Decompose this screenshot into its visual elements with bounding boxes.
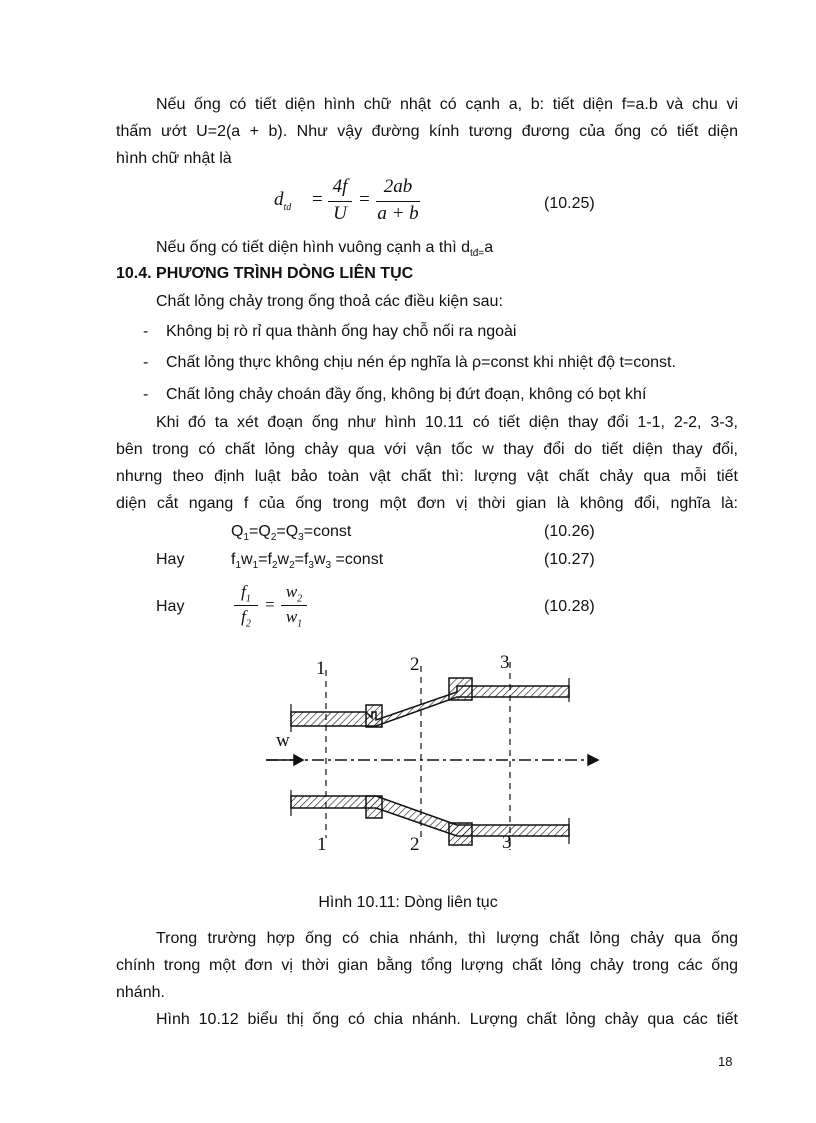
frac1-denominator: U <box>333 203 347 224</box>
paragraph-line: nhưng theo định luật bảo toàn vật chất thì: lượng vật chất chảy qua mỗi tiết <box>116 468 738 485</box>
section-label-bottom-1: 1 <box>317 834 327 855</box>
equation-10-27-text: $f_1w_1=f_2w_2=f_3w_3$ =const <box>231 551 384 572</box>
paragraph-line: hình chữ nhật là <box>116 150 232 167</box>
section-label-top-1: 1 <box>316 658 326 679</box>
list-dash: - <box>143 354 149 371</box>
section-label-top-2: 2 <box>410 654 420 675</box>
fraction-bar <box>281 605 307 606</box>
figure-caption: Hình 10.11: Dòng liên tục <box>318 894 498 911</box>
list-item: Chất lỏng thực không chịu nén ép nghĩa là ρ=const khi nhiệt độ t=const. <box>166 354 676 371</box>
paragraph-line: Nếu ống có tiết diện hình chữ nhật có cạnh a, b: tiết diện f=a.b và chu vi <box>156 96 738 113</box>
paragraph-line: nhánh. <box>116 984 165 1001</box>
equation-prefix: Hay <box>156 598 185 615</box>
frac-num-w2: $w_2$ <box>285 582 303 605</box>
fraction-bar <box>234 605 258 606</box>
pipe-continuity-figure <box>0 640 816 880</box>
list-dash: - <box>143 323 149 340</box>
paragraph-line: chính trong một đơn vị thời gian bằng tổng lượng chất lỏng chảy trong các ống <box>116 957 738 974</box>
frac-den-f2: $f_2$ <box>241 607 251 630</box>
paragraph-line: Trong trường hợp ống có chia nhánh, thì lượng chất lỏng chảy qua ống <box>156 930 738 947</box>
pipe-lower-wall <box>291 796 569 845</box>
eq-lhs: d <box>274 189 284 210</box>
paragraph-line: diện cắt ngang f của ống trong một đơn vị thời gian là không đổi, nghĩa là: <box>116 495 738 512</box>
eq-equals: = <box>265 595 275 614</box>
equation-number: (10.28) <box>544 598 595 615</box>
list-item: Không bị rò rỉ qua thành ống hay chỗ nối ra ngoài <box>166 323 517 340</box>
paragraph-line: thấm ướt U=2(a + b). Như vậy đường kính tương đương của ống có tiết diện <box>116 123 738 140</box>
frac-num-f1: $f_1$ <box>241 582 251 605</box>
section-label-bottom-2: 2 <box>410 834 420 855</box>
square-section-note: Nếu ống có tiết diện hình vuông cạnh a thì $d_{tđ=}a$ <box>156 239 494 260</box>
equation-number: (10.27) <box>544 551 595 568</box>
eq-equals: = <box>359 189 370 210</box>
section-label-top-3: 3 <box>500 652 510 673</box>
paragraph-line: bên trong có chất lỏng chảy qua với vận tốc w thay đổi do tiết diện thay đổi, <box>116 441 738 458</box>
fraction-bar <box>328 201 352 202</box>
flow-velocity-label: w <box>276 730 290 751</box>
frac2-numerator: 2ab <box>383 176 413 197</box>
page-number: 18 <box>718 1054 733 1069</box>
section-label-bottom-3: 3 <box>502 832 512 853</box>
eq-lhs-sub: td <box>283 201 292 213</box>
flow-axis-arrow <box>266 755 598 765</box>
conditions-intro: Chất lỏng chảy trong ống thoả các điều kiện sau: <box>156 293 503 310</box>
equation-number: (10.26) <box>544 523 595 540</box>
eq-equals: = <box>312 189 323 210</box>
paragraph-line: Hình 10.12 biểu thị ống có chia nhánh. Lượng chất lỏng chảy qua các tiết <box>156 1011 738 1028</box>
fraction-bar <box>376 201 420 202</box>
pipe-upper-wall <box>291 678 569 727</box>
list-item: Chất lỏng chảy choán đầy ống, không bị đứt đoạn, không có bọt khí <box>166 386 647 403</box>
equation-prefix: Hay <box>156 551 185 568</box>
frac-den-w1: $w_1$ <box>285 607 303 630</box>
frac1-numerator: 4f <box>332 176 348 197</box>
list-dash: - <box>143 386 149 403</box>
frac2-denominator: a + b <box>377 203 419 224</box>
section-heading: 10.4. PHƯƠNG TRÌNH DÒNG LIÊN TỤC <box>116 265 414 282</box>
equation-10-26-text: $Q_1=Q_2=Q_3=const$ <box>231 523 352 544</box>
equation-number: (10.25) <box>544 195 595 212</box>
paragraph-line: Khi đó ta xét đoạn ống như hình 10.11 có tiết diện thay đổi 1-1, 2-2, 3-3, <box>156 414 738 431</box>
